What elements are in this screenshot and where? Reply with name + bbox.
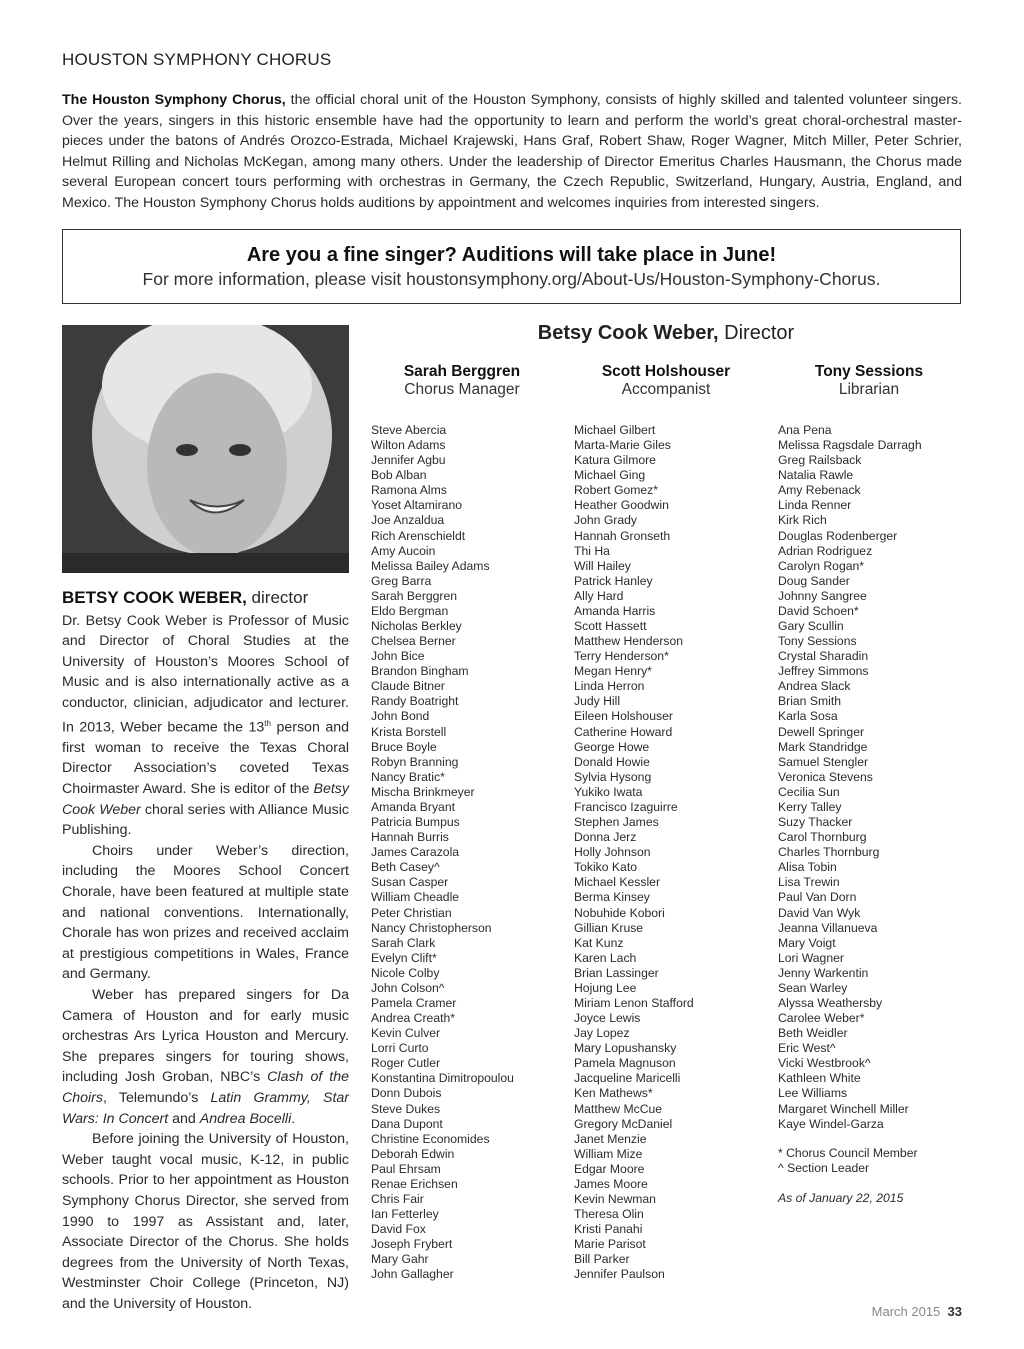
member-name: Kevin Newman <box>574 1191 656 1206</box>
member-name: Beth Casey^ <box>371 860 440 875</box>
member-name: Gregory McDaniel <box>574 1116 673 1131</box>
member-name: Nobuhide Kobori <box>574 905 665 920</box>
member-name: Alisa Tobin <box>778 860 837 875</box>
member-name: Crystal Sharadin <box>778 649 869 664</box>
bio-heading <box>62 588 349 609</box>
audition-headline: Are you a fine singer? Auditions will take place in June! <box>246 244 777 266</box>
member-name: Johnny Sangree <box>778 588 867 603</box>
bio-paragraph-2: Choirs under Weber’s direction, including the Moores School Concert Chorale, have been featured at multiple state and national conventions. Internationally, Chorale has won prizes and received acclaim at prestigious competitions in Wales, France and Germany. <box>62 842 349 983</box>
member-name: Eileen Holshouser <box>574 709 673 724</box>
bio-paragraph-1: Dr. Betsy Cook Weber is Professor of Music and Director of Choral Studies at the University of Houston’s Moores School of Music and is also internationally active as a conductor, clinician, adjudicator and lecturer. In 2013, Weber became the 13th person and first woman to receive the Texas Choral Director Association’s coveted Texas Choirmaster Award. She is editor of the Betsy Cook Weber choral series with Alliance Music Publishing. <box>62 612 349 839</box>
member-name: Ally Hard <box>574 588 624 603</box>
member-name: Jeanna Villanueva <box>778 920 878 935</box>
member-name: Will Hailey <box>574 558 631 573</box>
member-name: Hannah Gronseth <box>574 528 671 543</box>
member-name: John Gallagher <box>371 1267 454 1282</box>
member-name: Lee Williams <box>778 1086 848 1101</box>
bio-name: BETSY COOK WEBER, <box>62 588 247 607</box>
member-name: Hojung Lee <box>574 980 637 995</box>
legend <box>778 1146 918 1176</box>
member-name: Amanda Harris <box>574 603 656 618</box>
member-name: Patrick Hanley <box>574 573 653 588</box>
page-title: HOUSTON SYMPHONY CHORUS <box>62 50 332 69</box>
member-name: William Mize <box>574 1146 643 1161</box>
member-name: David Fox <box>371 1222 426 1237</box>
member-name: Karen Lach <box>574 950 637 965</box>
member-name: Evelyn Clift* <box>371 950 437 965</box>
member-name: Paul Van Dorn <box>778 890 857 905</box>
member-name: Miriam Lenon Stafford <box>574 995 694 1010</box>
staff-accompanist: Scott Holshouser Accompanist <box>601 363 731 398</box>
member-list-column-2 <box>574 423 694 1282</box>
member-name: Jenny Warkentin <box>778 965 869 980</box>
member-name: Jay Lopez <box>574 1026 630 1041</box>
intro-paragraph <box>62 90 962 214</box>
member-name: John Grady <box>574 513 638 528</box>
member-name: Judy Hill <box>574 694 621 709</box>
member-name: Randy Boatright <box>371 694 459 709</box>
member-name: Carolyn Rogan* <box>778 558 865 573</box>
member-name: Heather Goodwin <box>574 498 669 513</box>
member-name: Sarah Berggren <box>371 588 458 603</box>
member-name: John Bond <box>371 709 430 724</box>
intro-text: the official choral unit of the Houston Symphony, consists of highly skilled and talented volunteer singers. Over the years, singers in this historic ensemble have had the opportunity to learn and perform the world’s great choral-orchestral master-pieces under the batons of Andrés Orozco-Estrada, Michael Krajewski, Hans Graf, Robert Shaw, Roger Wagner, Mitch Miller, Peter Schrier, Helmut Rilling and Nicholas McKegan, among many others. Under the leadership of Director Emeritus Charles Hausmann, the Chorus made several European concert tours performing with orchestras in Germany, the Czech Republic, Switzerland, Hungary, Austria, England, and Mexico. The Houston Symphony Chorus holds auditions by appointment and welcomes inquiries from interested singers. <box>62 92 962 211</box>
member-name: Sylvia Hysong <box>574 769 652 784</box>
member-name: Krista Borstell <box>371 724 447 739</box>
member-name: Gary Scullin <box>778 619 844 634</box>
bio-title: director <box>246 588 309 607</box>
member-name: Lori Wagner <box>778 950 844 965</box>
member-name: Douglas Rodenberger <box>778 528 898 543</box>
legend-council: * Chorus Council Member <box>778 1146 918 1160</box>
member-name: Donald Howie <box>574 754 650 769</box>
member-name: Tokiko Kato <box>574 860 638 875</box>
member-name: Mary Gahr <box>371 1252 429 1267</box>
issue-date: March 2015 <box>871 1304 941 1319</box>
page-footer <box>872 1304 962 1319</box>
legend-leader: ^ Section Leader <box>778 1161 870 1176</box>
member-name: Nancy Bratic* <box>371 769 445 784</box>
portrait-illustration <box>62 325 349 573</box>
member-name: Ramona Alms <box>371 483 447 498</box>
as-of-date: As of January 22, 2015 <box>778 1191 904 1205</box>
member-name: Joyce Lewis <box>574 1011 641 1026</box>
member-name: Pamela Magnuson <box>574 1056 676 1071</box>
member-name: Ana Pena <box>778 423 832 437</box>
member-name: Theresa Olin <box>574 1207 644 1222</box>
member-list-column-3 <box>778 423 922 1132</box>
member-name: Chelsea Berner <box>371 634 456 649</box>
member-name: Bill Parker <box>574 1252 630 1267</box>
staff-chorus-manager: Sarah Berggren Chorus Manager <box>403 363 521 398</box>
member-name: Andrea Slack <box>778 679 851 694</box>
member-name: Jennifer Paulson <box>574 1267 665 1282</box>
member-name: Deborah Edwin <box>371 1146 455 1161</box>
member-name: Greg Railsback <box>778 453 862 468</box>
member-name: Chris Fair <box>371 1191 424 1206</box>
member-name: George Howe <box>574 739 650 754</box>
director-photo <box>62 325 349 573</box>
member-name: Vicki Westbrook^ <box>778 1056 871 1071</box>
member-name: Charles Thornburg <box>778 845 880 860</box>
member-name: James Moore <box>574 1176 648 1191</box>
bio-paragraph-4: Before joining the University of Houston, Weber taught vocal music, K-12, in public schools. Prior to her appointment as Houston Symphony Chorus Director, she served from 1990 to 1997 as Assistant and, later, Associate Director of the Chorus. She holds degrees from the University of North Texas, Westminster Choir College (Princeton, NJ) and the University of Houston. <box>62 1131 349 1312</box>
member-name: Carol Thornburg <box>778 830 867 845</box>
member-name: Megan Henry* <box>574 664 652 679</box>
member-name: Brian Lassinger <box>574 965 659 980</box>
member-name: Sean Warley <box>778 980 848 995</box>
member-name: Brian Smith <box>778 694 841 709</box>
member-name: Rich Arenschieldt <box>371 528 466 543</box>
member-name: Melissa Ragsdale Darragh <box>778 438 922 453</box>
member-name: Konstantina Dimitropoulou <box>371 1071 514 1086</box>
member-name: Alyssa Weathersby <box>778 995 883 1010</box>
member-name: Natalia Rawle <box>778 468 854 483</box>
member-name: Mary Voigt <box>778 935 836 950</box>
member-name: Yukiko Iwata <box>574 784 643 799</box>
bio-paragraph-3: Weber has prepared singers for Da Camera of Houston and for early music orchestras Ars Lyrica Houston and Mercury. She prepares singers for touring shows, including Josh Groban, NBC’s Clash of the Choirs, Telemundo’s Latin Grammy, Star Wars: In Concert and Andrea Bocelli. <box>62 987 349 1127</box>
member-name: Suzy Thacker <box>778 815 853 830</box>
member-name: Adrian Rodriguez <box>778 543 873 558</box>
member-name: Sarah Clark <box>371 935 436 950</box>
member-name: Gillian Kruse <box>574 920 644 935</box>
member-name: Renae Erichsen <box>371 1176 458 1191</box>
member-name: Kristi Panahi <box>574 1222 643 1237</box>
member-name: Kevin Culver <box>371 1026 441 1041</box>
member-name: Janet Menzie <box>574 1131 647 1146</box>
member-name: Carolee Weber* <box>778 1011 865 1026</box>
member-name: Lisa Trewin <box>778 875 840 890</box>
member-name: Eric West^ <box>778 1041 836 1056</box>
member-name: Brandon Bingham <box>371 664 469 679</box>
member-name: Ian Fetterley <box>371 1207 439 1222</box>
director-name: Betsy Cook Weber, <box>537 322 719 344</box>
member-name: John Colson^ <box>371 980 445 995</box>
member-name: William Cheadle <box>371 890 460 905</box>
member-name: Edgar Moore <box>574 1161 645 1176</box>
member-name: Robyn Branning <box>371 754 459 769</box>
member-name: Mischa Brinkmeyer <box>371 784 475 799</box>
member-name: Berma Kinsey <box>574 890 650 905</box>
member-name: Patricia Bumpus <box>371 815 460 830</box>
member-name: Katura Gilmore <box>574 453 656 468</box>
member-name: Scott Hassett <box>574 619 647 634</box>
member-name: Cecilia Sun <box>778 784 840 799</box>
member-name: Stephen James <box>574 815 659 830</box>
member-name: Melissa Bailey Adams <box>371 558 490 573</box>
member-name: Ken Mathews* <box>574 1086 653 1101</box>
member-name: Mark Standridge <box>778 739 868 754</box>
member-name: Robert Gomez* <box>574 483 658 498</box>
member-name: Joe Anzaldua <box>371 513 445 528</box>
member-name: David Schoen* <box>778 603 859 618</box>
member-name: Mary Lopushansky <box>574 1041 677 1056</box>
member-name: Jennifer Agbu <box>371 453 446 468</box>
member-name: Karla Sosa <box>778 709 838 724</box>
director-bio <box>62 588 349 1315</box>
member-name: Marie Parisot <box>574 1237 646 1252</box>
member-name: Samuel Stengler <box>778 754 869 769</box>
member-name: Yoset Altamirano <box>371 498 463 513</box>
member-name: Kathleen White <box>778 1071 861 1086</box>
page-number: 33 <box>947 1304 962 1319</box>
member-name: Doug Sander <box>778 573 850 588</box>
member-name: Catherine Howard <box>574 724 673 739</box>
member-name: Nicole Colby <box>371 965 440 980</box>
member-name: James Carazola <box>371 845 460 860</box>
staff-librarian: Tony Sessions Librarian <box>814 363 924 398</box>
member-name: Linda Renner <box>778 498 852 513</box>
member-name: Kerry Talley <box>778 799 842 814</box>
member-name: Bruce Boyle <box>371 739 437 754</box>
member-name: Andrea Creath* <box>371 1011 456 1026</box>
member-name: Roger Cutler <box>371 1056 441 1071</box>
member-name: Dewell Springer <box>778 724 865 739</box>
member-name: Nancy Christopherson <box>371 920 492 935</box>
member-name: Amanda Bryant <box>371 799 456 814</box>
member-name: Joseph Frybert <box>371 1237 453 1252</box>
member-name: Steve Dukes <box>371 1101 441 1116</box>
member-name: Tony Sessions <box>778 634 857 649</box>
member-name: Kat Kunz <box>574 935 624 950</box>
member-name: Michael Kessler <box>574 875 661 890</box>
intro-lead: The Houston Symphony Chorus, <box>62 92 286 108</box>
member-name: Terry Henderson* <box>574 649 669 664</box>
audition-callout <box>62 229 961 304</box>
member-name: Peter Christian <box>371 905 452 920</box>
member-name: Veronica Stevens <box>778 769 873 784</box>
member-name: Claude Bitner <box>371 679 445 694</box>
member-name: Thi Ha <box>574 543 610 558</box>
member-name: Jeffrey Simmons <box>778 664 869 679</box>
member-name: Marta-Marie Giles <box>574 438 671 453</box>
member-name: Eldo Bergman <box>371 603 449 618</box>
member-name: Amy Aucoin <box>371 543 436 558</box>
member-name: Donn Dubois <box>371 1086 442 1101</box>
member-name: Wilton Adams <box>371 438 446 453</box>
member-name: Bob Alban <box>371 468 427 483</box>
member-name: Donna Jerz <box>574 830 637 845</box>
member-list-column-1 <box>371 423 514 1282</box>
director-heading <box>370 322 962 345</box>
member-name: Michael Ging <box>574 468 646 483</box>
member-name: Kirk Rich <box>778 513 827 528</box>
member-name: Kaye Windel-Garza <box>778 1116 884 1131</box>
member-name: Francisco Izaguirre <box>574 799 678 814</box>
member-name: Pamela Cramer <box>371 995 457 1010</box>
member-name: Holly Johnson <box>574 845 651 860</box>
member-name: Michael Gilbert <box>574 423 656 437</box>
member-name: Susan Casper <box>371 875 449 890</box>
member-name: Jacqueline Maricelli <box>574 1071 681 1086</box>
member-name: Hannah Burris <box>371 830 449 845</box>
member-name: Linda Herron <box>574 679 645 694</box>
member-name: Greg Barra <box>371 573 432 588</box>
member-name: Lorri Curto <box>371 1041 429 1056</box>
member-name: Christine Economides <box>371 1131 490 1146</box>
member-name: John Bice <box>371 649 425 664</box>
member-name: Amy Rebenack <box>778 483 861 498</box>
audition-info: For more information, please visit houstonsymphony.org/About-Us/Houston-Symphony-Chorus. <box>142 269 881 289</box>
member-name: Matthew Henderson <box>574 634 684 649</box>
member-name: Margaret Winchell Miller <box>778 1101 909 1116</box>
member-name: Steve Abercia <box>371 423 447 437</box>
member-name: Dana Dupont <box>371 1116 443 1131</box>
member-name: Matthew McCue <box>574 1101 663 1116</box>
member-name: Nicholas Berkley <box>371 619 462 634</box>
member-name: Paul Ehrsam <box>371 1161 441 1176</box>
member-name: David Van Wyk <box>778 905 861 920</box>
member-name: Beth Weidler <box>778 1026 848 1041</box>
director-role: Director <box>718 322 795 344</box>
